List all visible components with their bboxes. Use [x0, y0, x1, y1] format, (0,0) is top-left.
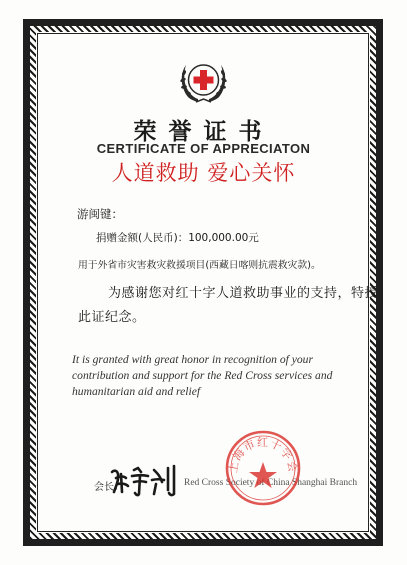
- appreciation-text-en: It is granted with great honor in recognition of your contribution and support for the Red Cross services and humanitarian aid and relief: [72, 353, 333, 398]
- recipient-name: 游闽键：: [77, 207, 123, 221]
- certificate-title-en: CERTIFICATE OF APPRECIATON: [96, 141, 311, 156]
- appreciation-text-cn: 为感谢您对红十字人道救助事业的支持，特授此证纪念。: [78, 286, 379, 325]
- donation-purpose: 用于外省市灾害救灾救援项目(西藏日喀则抗震救灾款)。: [78, 260, 321, 271]
- signature-label: 会长：: [94, 482, 124, 493]
- seal-text: 上海市红十字会: [226, 436, 300, 474]
- official-seal: [223, 428, 303, 508]
- branch-name: Red Cross Society of China Shanghai Branch: [184, 478, 358, 488]
- signature: [108, 462, 178, 498]
- red-cross-laurel-icon: [176, 55, 231, 107]
- donation-amount: 捐赠金额(人民币)：100,000.00元: [96, 232, 259, 244]
- motto: 人道救助 爱心关怀: [111, 161, 296, 185]
- certificate-title-cn: 荣誉证书: [133, 118, 274, 145]
